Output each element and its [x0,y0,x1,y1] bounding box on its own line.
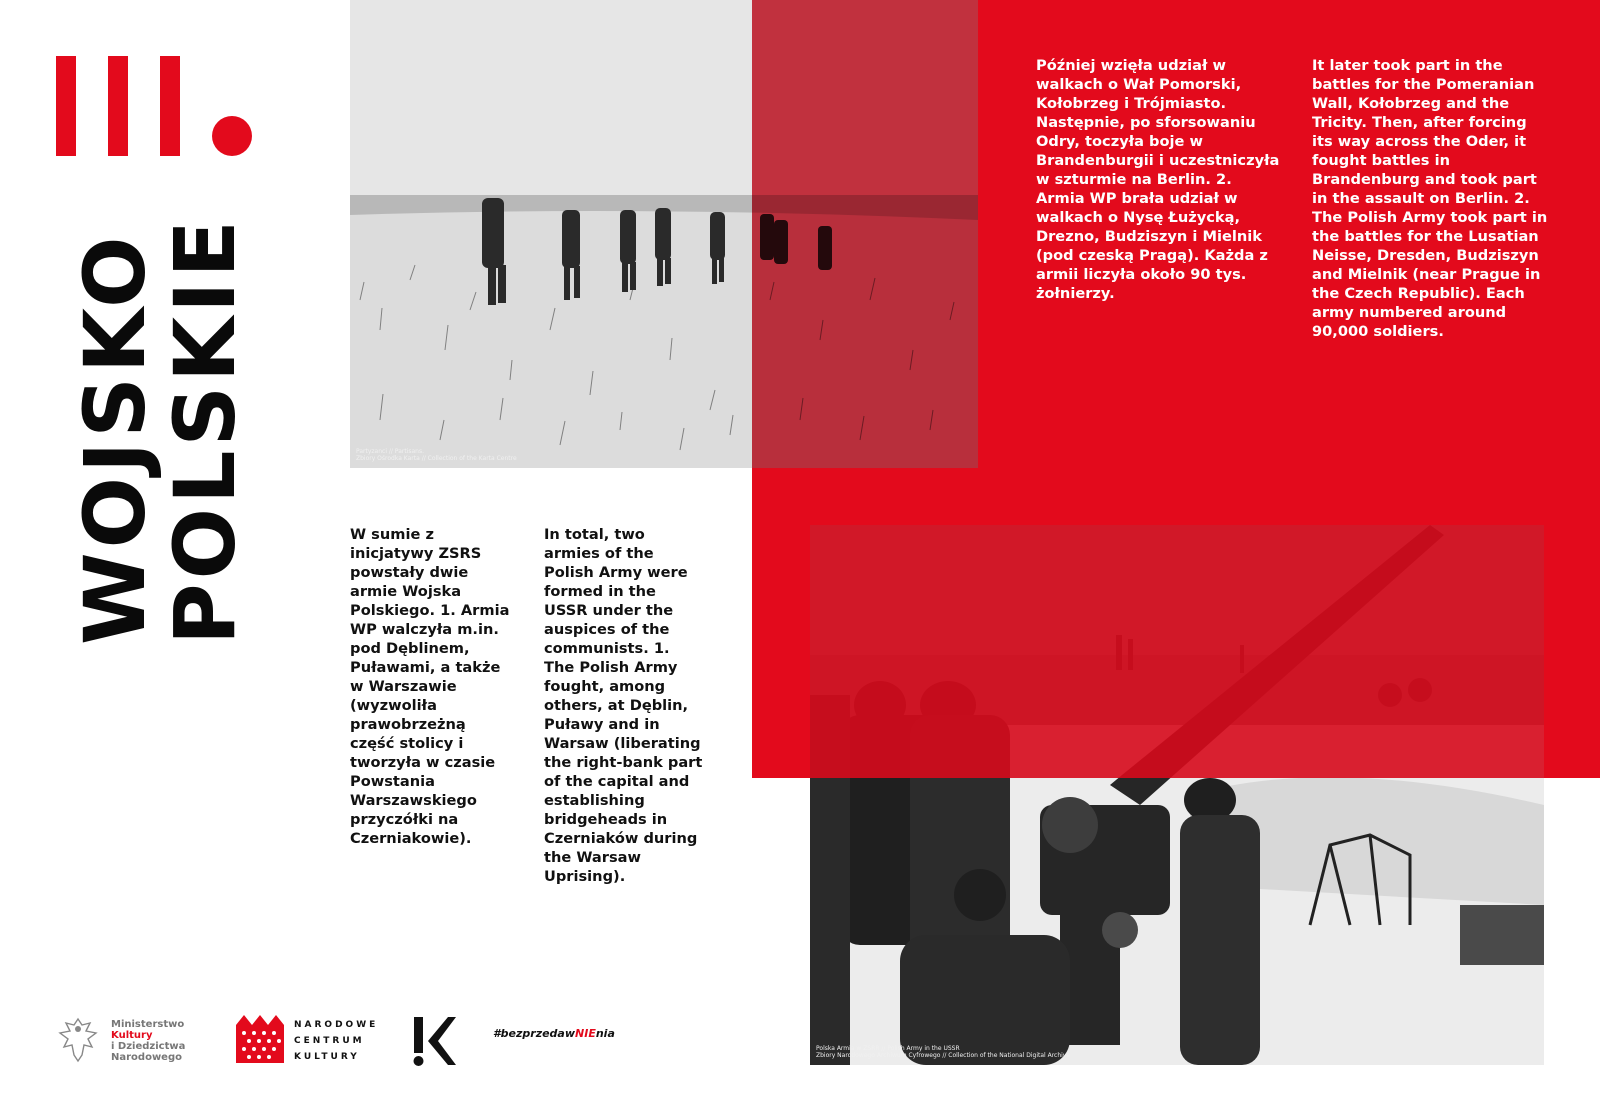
photo-caption [816,1045,1070,1059]
karta-k-logo-icon [412,1015,456,1067]
text-block-en-top: It later took part in the battles for the Pomeranian Wall, Kołobrzeg and the Tricity. Then, after forcing its way across the Oder, it fought battles in Brandenburg and took part in the assault on Berlin. 2. The Polish Army took part in the battles for the Lusatian Neisse, Dresden, Budziszyn and Mielnik (near Prague in the Czech Republic). Each army numbered around 90,000 soldiers. [1312,57,1548,340]
campaign-mid: przedaw [522,1027,576,1040]
caption-line-1: Partyzanci // Partisans. [356,448,424,455]
anti-aircraft-photo [810,525,1544,1065]
karta-logo [412,1015,456,1067]
caption-line-2: Zbiory Narodowego Archiwum Cyfrowego // Collection of the National Digital Archive [816,1052,1071,1059]
nck-logo [236,1015,386,1067]
text-block-pl-mid: W sumie z inicjatywy ZSRS powstały dwie armie Wojska Polskiego. 1. Armia WP walczyła m.in. pod Dęblinem, Puławami, a także w Warszawie (wyzwoliła prawobrzeżną część stolicy i tworzyła w czasie Powstania Warszawskiego przyczółki na Czerniakowie). [350,526,510,847]
title-line-1: WOJSKO [66,232,164,645]
ministry-line-1: Ministerstwo [111,1019,185,1030]
title-line-2: POLSKIE [156,216,254,645]
campaign-hash: #bez [493,1027,523,1040]
section-numeral [56,56,256,161]
numeral-bar-1 [56,56,76,156]
caption-line-2: Zbiory Ośrodka Karta // Collection of the Karta Centre [356,455,517,462]
red-overlay [810,525,1544,778]
nck-line-3: KULTURY [294,1052,360,1062]
photo-caption [356,448,517,462]
nck-pattern-icon [236,1015,284,1063]
ministry-line-2: Kultury [111,1030,153,1041]
nck-line-1: NARODOWE [294,1020,379,1030]
numeral-bar-3 [160,56,180,156]
nck-logo-text [294,1017,378,1065]
campaign-nie: NIE [575,1027,596,1040]
nck-line-2: CENTRUM [294,1036,365,1046]
page-title [66,216,254,645]
caption-line-1: Polska Armia w ZSRR // Polish Army in the USSR [816,1045,960,1052]
sponsor-logos [56,1015,616,1067]
campaign-logo [493,1027,613,1057]
text-block-en-mid: In total, two armies of the Polish Army were formed in the USSR under the auspices of the communists. 1. The Polish Army fought, among others, at Dęblin, Puławy and in Warsaw (liberating the right-bank part of the capital and establishing bridgeheads in Czerniaków during the Warsaw Uprising). [544,526,703,885]
partisans-photo [350,0,978,468]
numeral-dot [212,116,252,156]
ministry-line-3: i Dziedzictwa [111,1041,186,1052]
numeral-bar-2 [108,56,128,156]
red-overlay [752,0,978,468]
ministry-logo [56,1015,236,1067]
ministry-logo-text [111,1019,185,1063]
eagle-emblem-icon [56,1015,100,1065]
campaign-end: nia [595,1027,615,1040]
ministry-line-4: Narodowego [111,1052,182,1063]
text-block-pl-top: Później wzięła udział w walkach o Wał Pomorski, Kołobrzeg i Trójmiasto. Następnie, po sforsowaniu Odry, toczyła boje w Brandenburgii i uczestniczyła w szturmie na Berlin. 2. Armia WP brała udział w walkach o Nysę Łużycką, Drezno, Budziszyn i Mielnik (pod czeską Pragą). Każda z armii liczyła około 90 tys. żołnierzy. [1036,57,1280,302]
